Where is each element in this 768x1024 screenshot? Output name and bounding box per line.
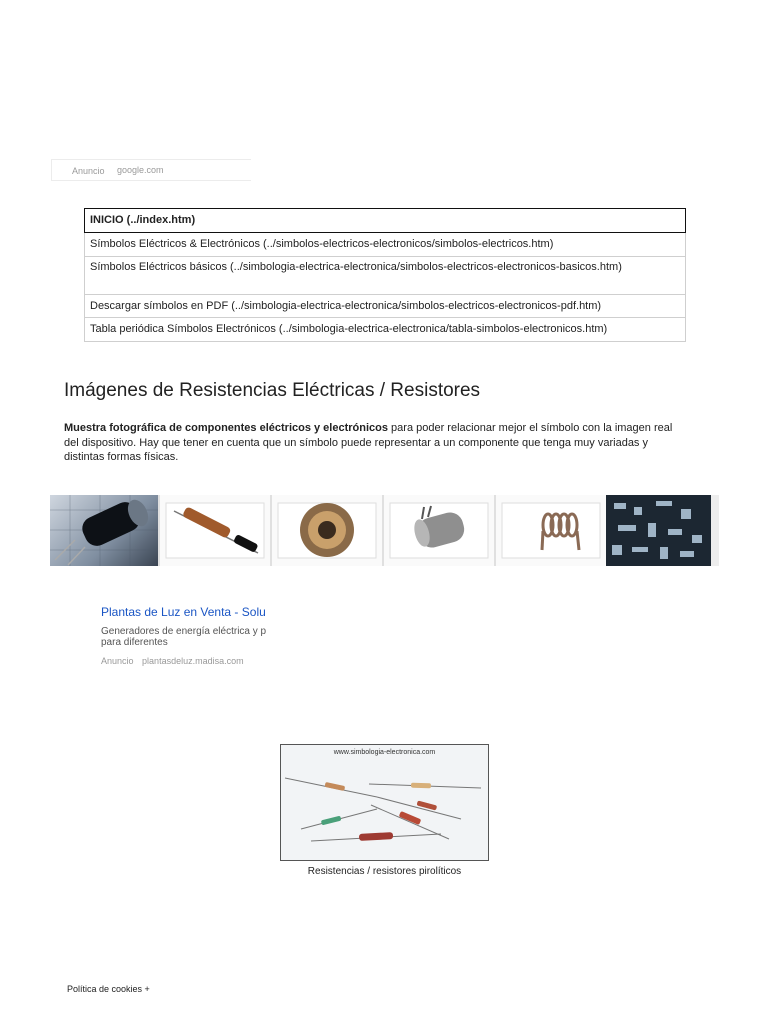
ad-label: Anuncio bbox=[72, 166, 105, 176]
resistors-illustration bbox=[281, 745, 489, 861]
photo-caption: Resistencias / resistores pirolíticos bbox=[307, 866, 462, 877]
nav-item-simbolos-basicos[interactable]: Símbolos Eléctricos básicos (../simbologia-electrica-electronica/simbolos-electricos-electronicos-basicos.htm) bbox=[84, 257, 686, 295]
banner-capacitor-photo bbox=[50, 495, 158, 566]
intro-paragraph bbox=[64, 421, 684, 465]
nav-item-descargar-pdf[interactable]: Descargar símbolos en PDF (../simbologia-electrica-electronica/simbolos-electricos-electronicos-pdf.htm) bbox=[84, 295, 686, 318]
cookie-policy-link[interactable]: Política de cookies + bbox=[67, 984, 150, 994]
intro-bold: Muestra fotográfica de componentes eléctricos y electrónicos bbox=[64, 422, 388, 434]
ad-banner-top[interactable] bbox=[51, 159, 251, 181]
banner-coil-photo bbox=[494, 495, 606, 566]
intro-text: para poder relacionar mejor el símbolo con la imagen real del dispositivo. Hay que tener en cuenta que un símbolo puede representar a un componente que tenga muy variadas y distintas formas físicas. bbox=[64, 422, 673, 463]
banner-inductor-photo bbox=[158, 495, 270, 566]
photo-watermark: www.simbologia-electronica.com bbox=[333, 749, 436, 756]
banner-speaker-photo bbox=[270, 495, 382, 566]
components-banner-image bbox=[50, 495, 719, 566]
ad-description-line-1: Generadores de energía eléctrica y p bbox=[101, 626, 267, 637]
nav-menu bbox=[84, 208, 686, 342]
nav-item-inicio[interactable]: INICIO (../index.htm) bbox=[84, 208, 686, 233]
banner-capacitor-can-photo bbox=[382, 495, 494, 566]
page-title: Imágenes de Resistencias Eléctricas / Resistores bbox=[64, 380, 481, 401]
ad-label: Anuncio bbox=[101, 656, 134, 666]
ad-description bbox=[101, 626, 281, 648]
ad-domain[interactable]: google.com bbox=[117, 165, 164, 175]
ad-footer bbox=[101, 656, 281, 666]
ad-domain[interactable]: plantasdeluz.madisa.com bbox=[142, 656, 244, 666]
banner-circuit-board-photo bbox=[606, 495, 711, 566]
nav-item-tabla-periodica[interactable]: Tabla periódica Símbolos Electrónicos (../simbologia-electrica-electronica/tabla-simbolos-electronicos.htm) bbox=[84, 318, 686, 342]
ad-title-link[interactable]: Plantas de Luz en Venta - Solu bbox=[101, 605, 266, 619]
ad-plantas-de-luz[interactable] bbox=[101, 605, 281, 666]
nav-item-simbolos-electricos-electronicos[interactable]: Símbolos Eléctricos & Electrónicos (../simbolos-electricos-electronicos/simbolos-electricos.htm) bbox=[84, 233, 686, 257]
resistors-photo bbox=[280, 744, 489, 861]
ad-description-line-2: para diferentes bbox=[101, 637, 168, 648]
